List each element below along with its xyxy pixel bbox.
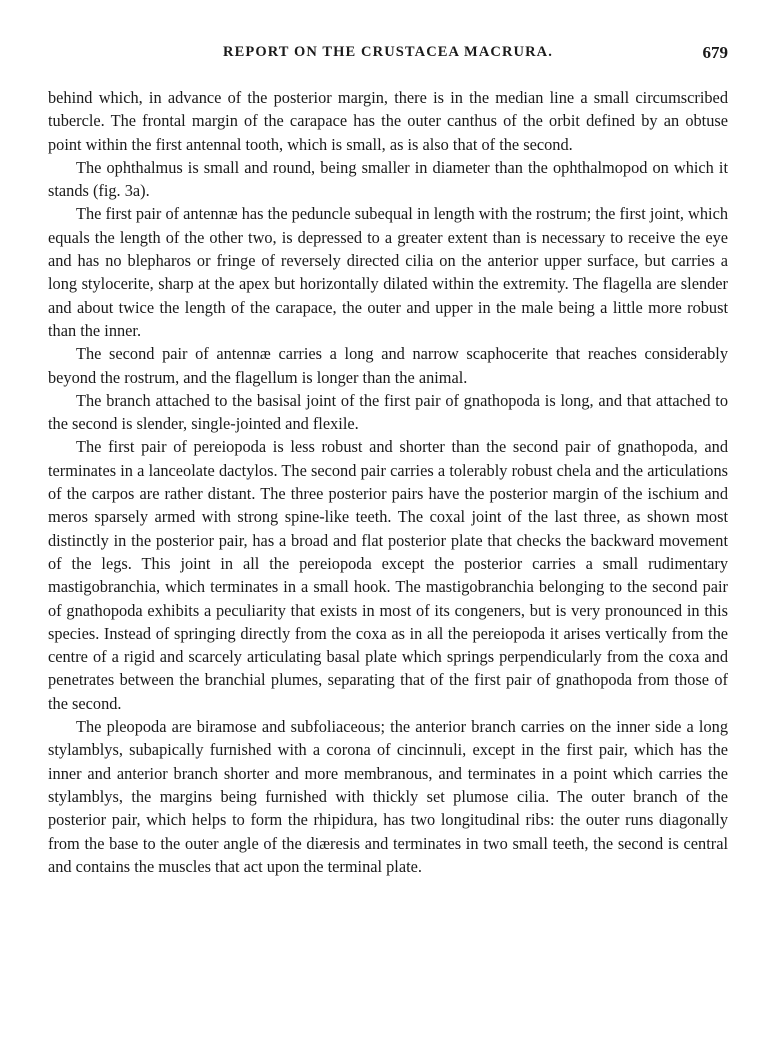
paragraph-pleopoda: The pleopoda are biramose and subfoliaceous; the anterior branch carries on the inner side a long stylamblys, subapically furnished with a corona of cincinnuli, except in the first pair, which has the inner and anterior branch shorter and more membranous, and terminates in a point which carries the stylamblys, the margins being furnished with thickly set plumose cilia. The outer branch of the posterior pair, which helps to form the rhipidura, has two longitudinal ribs: the outer runs diagonally from the base to the outer angle of the diæresis and terminates in two small teeth, the second is central and contains the muscles that act upon the terminal plate. [48, 717, 728, 876]
paragraph-continuation: behind which, in advance of the posterior margin, there is in the median line a small circumscribed tubercle. The frontal margin of the carapace has the outer canthus of the orbit defined by an obtuse point within the first antennal tooth, which is small, as is also that of the second. [48, 88, 728, 154]
paragraph-pereiopoda: The first pair of pereiopoda is less robust and shorter than the second pair of gnathopoda, and terminates in a lanceolate dactylos. The second pair carries a tolerably robust chela and the articulations of the carpos are rather distant. The three posterior pairs have the posterior margin of the ischium and meros sparsely armed with strong spine-like teeth. The coxal joint of the last three, as shown most distinctly in the posterior pair, has a broad and flat posterior plate that checks the backward movement of the legs. This joint in all the pereiopoda except the posterior carries a small rudimentary mastigobranchia, which terminates in a small hook. The mastigobranchia belonging to the second pair of gnathopoda exhibits a peculiarity that exists in most of its congeners, but is very pronounced in this species. Instead of springing directly from the coxa as in all the pereiopoda it arises vertically from the centre of a rigid and scarcely articulating basal plate which springs perpendicularly from the coxa and penetrates between the branchial plumes, separating that of the first pair of gnathopoda from those of the second. [48, 437, 728, 713]
running-title: REPORT ON THE CRUSTACEA MACRURA. [223, 44, 553, 60]
running-head [48, 44, 728, 68]
page-number: 679 [702, 43, 728, 62]
paragraph-ophthalmus: The ophthalmus is small and round, being smaller in diameter than the ophthalmopod on which it stands (fig. 3a). [48, 157, 728, 201]
paragraph-gnathopoda-branch: The branch attached to the basisal joint of the first pair of gnathopoda is long, and that attached to the second is slender, single-jointed and flexile. [48, 390, 728, 434]
body-text [48, 86, 728, 878]
paragraph-first-antennae: The first pair of antennæ has the peduncle subequal in length with the rostrum; the first joint, which equals the length of the other two, is depressed to a greater extent than is necessary to receive the eye and has no blepharos or fringe of reversely directed cilia on the anterior upper surface, but carries a long stylocerite, sharp at the apex but horizontally dilated within the extremity. The flagella are slender and about twice the length of the carapace, the outer and upper in the male being a little more robust than the inner. [48, 204, 728, 340]
paragraph-second-antennae: The second pair of antennæ carries a long and narrow scaphocerite that reaches considerably beyond the rostrum, and the flagellum is longer than the animal. [48, 344, 728, 387]
